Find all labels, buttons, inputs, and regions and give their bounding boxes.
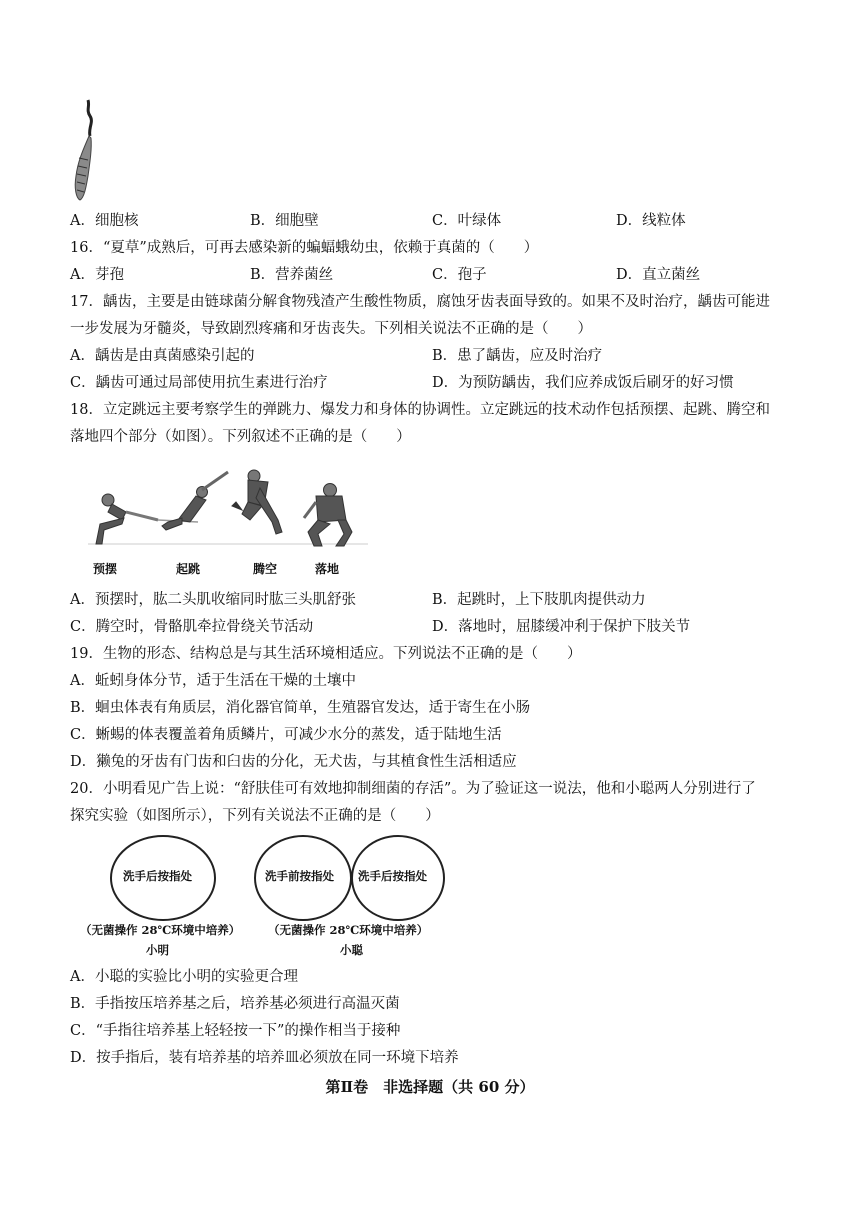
q19-option-d: D．獭兔的牙齿有门齿和臼齿的分化，无犬齿，与其植食性生活相适应 [70,754,517,770]
q16-stem: 16．“夏草”成熟后，可再去感染新的蝙蝠蛾幼虫，依赖于真菌的（ ） [70,240,539,256]
xiaocong-name: 小聪 [340,943,363,957]
q17-stem-line2: 一步发展为牙髓炎，导致剧烈疼痛和牙齿丧失。下列相关说法不正确的是（ ） [70,321,592,337]
q17-options-row1 [70,346,790,366]
figure-label-flight: 腾空 [253,562,278,576]
landing-icon [304,484,352,547]
q15-options [70,211,790,231]
flight-icon [232,470,282,534]
xiaocong-caption: （无菌操作 28℃环境中培养） [268,923,429,937]
q18-stem-line2: 落地四个部分（如图）。下列叙述不正确的是（ ） [70,429,411,445]
q15-option-a: A．细胞核 [70,213,139,229]
xiaocong-dish2-label: 洗手后按指处 [358,869,427,883]
figure-label-take-off: 起跳 [176,562,201,576]
long-jump-figure [78,462,378,558]
q17-options-row2 [70,373,790,393]
q18-option-c: C．腾空时，骨骼肌牵拉骨绕关节活动 [70,619,314,635]
xiaocong-dish1-label: 洗手前按指处 [265,869,334,883]
cordyceps-figure [66,98,106,204]
q20-stem-line1: 20．小明看见广告上说：“舒肤佳可有效地抑制细菌的存活”。为了验证这一说法，他和小聪两人分别进行了 [70,781,756,797]
q19-stem: 19．生物的形态、结构总是与其生活环境相适应。下列说法不正确的是（ ） [70,646,582,662]
q17-stem-line1: 17．龋齿，主要是由链球菌分解食物残渣产生酸性物质，腐蚀牙齿表面导致的。如果不及时治疗，龋齿可能进 [70,294,770,310]
q15-option-c: C．叶绿体 [432,213,502,229]
q18-options-row2 [70,617,790,637]
q19-option-a: A．蚯蚓身体分节，适于生活在干燥的土壤中 [70,673,356,689]
figure-label-prep-swing: 预摆 [93,562,118,576]
q19-option-b: B．蛔虫体表有角质层，消化器官简单，生殖器官发达，适于寄生在小肠 [70,700,531,716]
section2-title: 第Ⅱ卷 非选择题（共 60 分） [325,1078,535,1096]
q20-stem-line2: 探究实验（如图所示），下列有关说法不正确的是（ ） [70,808,440,824]
q17-option-d: D．为预防龋齿，我们应养成饭后刷牙的好习惯 [432,375,734,391]
q19-option-c: C．蜥蜴的体表覆盖着角质鳞片，可减少水分的蒸发，适于陆地生活 [70,727,502,743]
q20-option-a: A．小聪的实验比小明的实验更合理 [70,969,298,985]
q15-option-d: D．线粒体 [616,213,686,229]
q15-option-b: B．细胞壁 [250,213,319,229]
q18-stem-line1: 18．立定跳远主要考察学生的弹跳力、爆发力和身体的协调性。立定跳远的技术动作包括预摆、起跳、腾空和 [70,402,770,418]
q18-option-d: D．落地时，屈膝缓冲利于保护下肢关节 [432,619,691,635]
q18-option-b: B．起跳时，上下肢肌肉提供动力 [432,592,646,608]
q20-option-d: D．按手指后，装有培养基的培养皿必须放在同一环境下培养 [70,1050,459,1066]
q16-option-a: A．芽孢 [70,267,124,283]
q16-option-d: D．直立菌丝 [616,267,701,283]
q16-option-c: C．孢子 [432,267,487,283]
figure-label-landing: 落地 [315,562,340,576]
xiaoming-name: 小明 [146,943,169,957]
q16-option-b: B．营养菌丝 [250,267,334,283]
q17-option-a: A．龋齿是由真菌感染引起的 [70,348,255,364]
xiaoming-caption: （无菌操作 28℃环境中培养） [80,923,241,937]
q18-option-a: A．预摆时，肱二头肌收缩同时肱三头肌舒张 [70,592,356,608]
q18-options-row1 [70,590,790,610]
q17-option-c: C．龋齿可通过局部使用抗生素进行治疗 [70,375,328,391]
q17-option-b: B．患了龋齿，应及时治疗 [432,348,603,364]
xiaoming-dish-label: 洗手后按指处 [123,869,192,883]
q20-option-b: B．手指按压培养基之后，培养基必须进行高温灭菌 [70,996,400,1012]
q16-options [70,265,790,285]
q20-option-c: C．“手指往培养基上轻轻按一下”的操作相当于接种 [70,1023,401,1039]
